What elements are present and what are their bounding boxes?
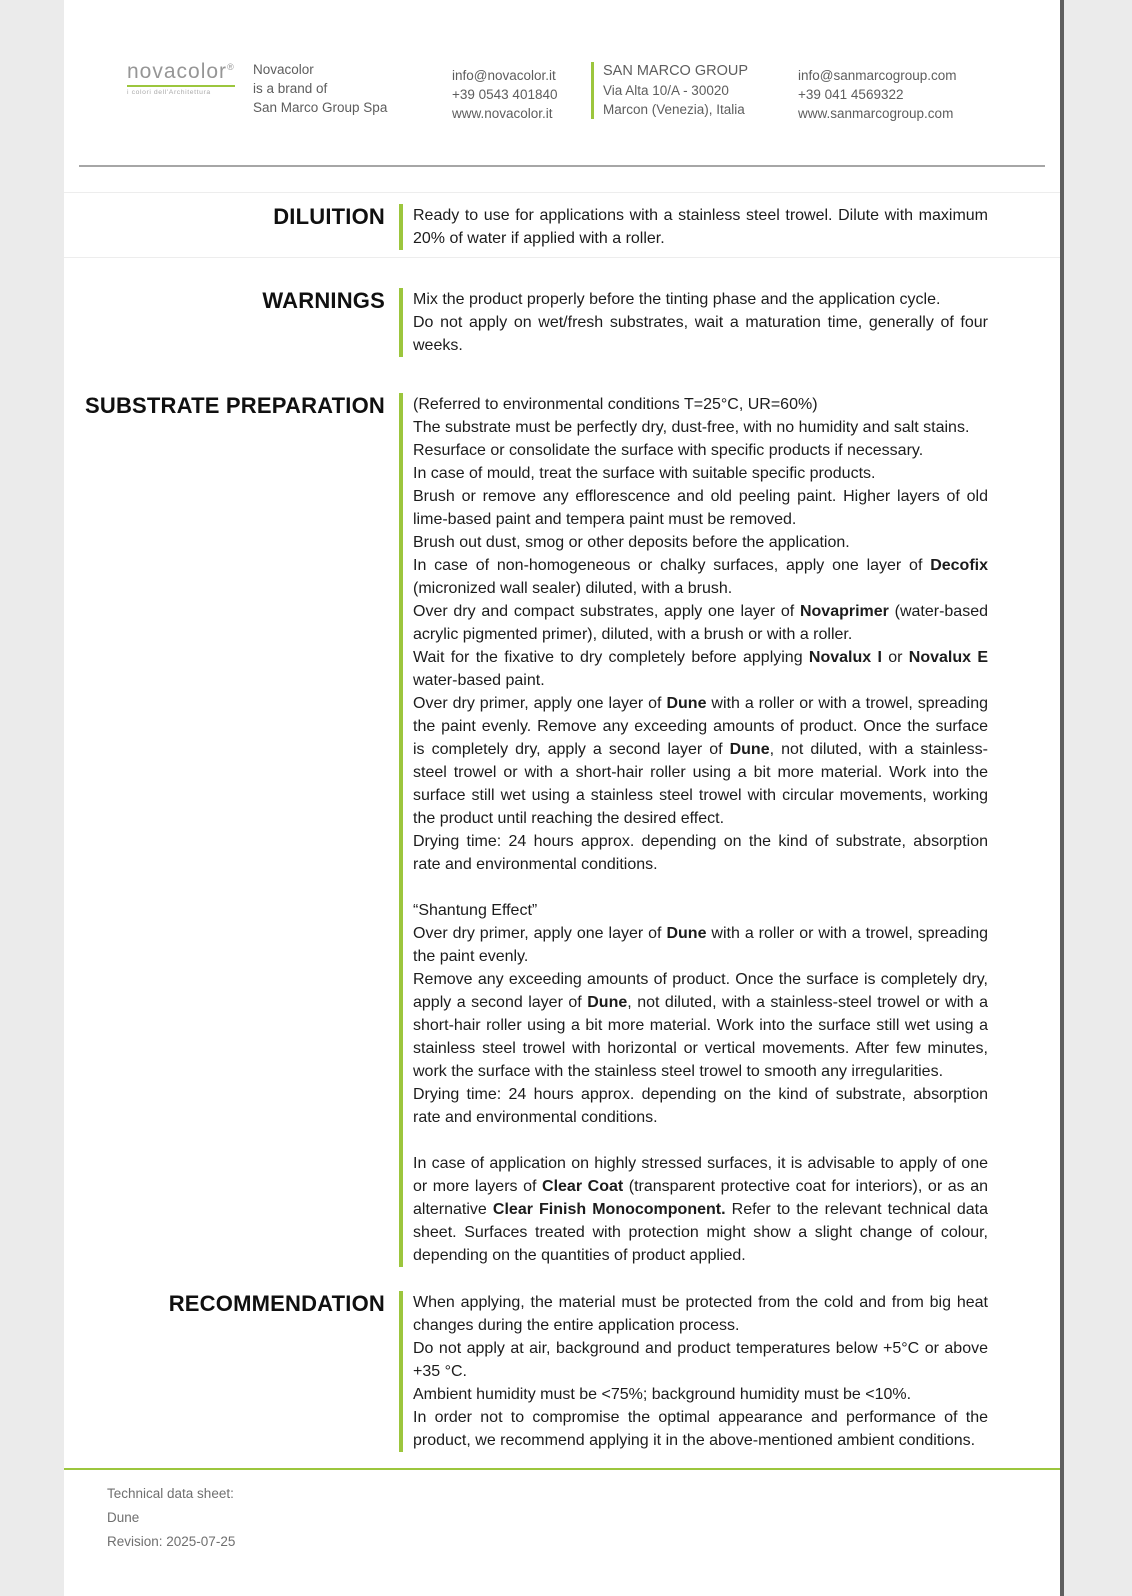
product-name-bold: Novaprimer <box>799 603 889 620</box>
product-name-bold: Novalux I <box>808 649 882 666</box>
sections <box>64 192 1060 1452</box>
body-text: Brush out dust, smog or other deposits before the application. <box>413 534 850 551</box>
body-paragraph <box>413 416 988 439</box>
body-text: Do not apply at air, background and product temperatures below +5°C or above +35 °C. <box>413 1340 988 1380</box>
body-text: Ambient humidity must be <75%; background humidity must be <10%. <box>413 1386 912 1403</box>
body-paragraph <box>413 1083 988 1129</box>
sanmarco-name: SAN MARCO GROUP <box>603 63 749 79</box>
logo-wordmark: novacolor® <box>127 60 235 87</box>
section-title: RECOMMENDATION <box>168 1291 385 1316</box>
header-divider <box>79 165 1045 167</box>
section-title: SUBSTRATE PREPARATION <box>85 393 385 418</box>
body-text: Over dry and compact substrates, apply one layer of <box>413 603 800 620</box>
product-name-bold: Dune <box>666 925 707 942</box>
section-title: DILUITION <box>273 204 385 229</box>
novacolor-contact <box>452 66 557 123</box>
body-text: When applying, the material must be protected from the cold and from big heat changes during the entire application process. <box>413 1294 988 1334</box>
body-text: In case of non-homogeneous or chalky surfaces, apply one layer of <box>413 557 931 574</box>
sanmarco-street: Via Alta 10/A - 30020 <box>603 83 729 98</box>
body-paragraph <box>413 393 988 416</box>
page-header <box>64 0 1060 167</box>
body-text: In order not to compromise the optimal appearance and performance of the product, we recommend applying it in the above-mentioned ambient conditions. <box>413 1409 988 1449</box>
section-diluition <box>64 192 1060 258</box>
footer-label: Technical data sheet: <box>107 1486 234 1501</box>
body-text: In case of application on highly stressed surfaces, it is advisable to apply of one or more layers of <box>413 1155 988 1195</box>
document-page <box>64 0 1064 1596</box>
section-body <box>399 288 1060 357</box>
body-text: Mix the product properly before the tinting phase and the application cycle. <box>413 291 941 308</box>
body-text: Wait for the fixative to dry completely before applying <box>413 649 809 666</box>
body-paragraph <box>413 311 988 357</box>
body-text: The substrate must be perfectly dry, dust-free, with no humidity and salt stains. <box>413 419 970 436</box>
section-substrate-preparation <box>64 393 1060 1267</box>
sanmarco-website[interactable]: www.sanmarcogroup.com <box>798 106 954 121</box>
paragraph-spacer <box>413 1129 988 1152</box>
brand-attribution <box>253 60 387 117</box>
section-recommendation <box>64 1291 1060 1452</box>
body-text: In case of mould, treat the surface with suitable specific products. <box>413 465 876 482</box>
product-name-bold: Dune <box>729 741 770 758</box>
body-text: Brush or remove any efflorescence and old peeling paint. Higher layers of old lime-based paint and tempera paint must be removed. <box>413 488 988 528</box>
sanmarco-phone: +39 041 4569322 <box>798 87 904 102</box>
body-text: with a roller or with a trowel, spreading the paint evenly. Remove any exceeding amounts of product. Once the surface is completely dry, apply a second layer of <box>413 695 989 758</box>
body-text: , not diluted, with a stainless-steel trowel or with a short-hair roller using a bit more material. Work into the surface still wet using a stainless steel trowel with horizontal or vertical movements. After few minutes, work the surface with the stainless steel trowel to smooth any irregularities. <box>413 994 988 1080</box>
body-paragraph <box>413 1291 988 1337</box>
body-text: (micronized wall sealer) diluted, with a brush. <box>413 580 733 597</box>
body-text: (Referred to environmental conditions T=25°C, UR=60%) <box>413 396 818 413</box>
product-name-bold: Dune <box>666 695 707 712</box>
body-paragraph <box>413 288 988 311</box>
novacolor-logo <box>127 60 235 96</box>
body-paragraph <box>413 968 988 1083</box>
body-text: “Shantung Effect” <box>413 902 538 919</box>
body-text: with a roller or with a trowel, spreading the paint evenly. <box>413 925 989 965</box>
product-name-bold: Novalux E <box>908 649 989 666</box>
section-body <box>399 393 1060 1267</box>
page-footer <box>64 1470 1060 1554</box>
body-paragraph <box>413 1152 988 1267</box>
product-name-bold: Clear Coat <box>542 1178 624 1195</box>
body-text: water-based paint. <box>413 672 545 689</box>
sanmarco-email[interactable]: info@sanmarcogroup.com <box>798 68 957 83</box>
body-text: (water-based acrylic pigmented primer), diluted, with a brush or with a roller. <box>413 603 989 643</box>
brand-line: is a brand of <box>253 81 328 96</box>
body-text: Remove any exceeding amounts of product. Once the surface is completely dry, apply a second layer of <box>413 971 988 1011</box>
body-text: Over dry primer, apply one layer of <box>413 925 667 942</box>
body-paragraph <box>413 204 988 250</box>
body-text: Over dry primer, apply one layer of <box>413 695 667 712</box>
section-body <box>399 204 1060 250</box>
sanmarco-address <box>591 62 748 119</box>
body-text: Ready to use for applications with a stainless steel trowel. Dilute with maximum 20% of water if applied with a roller. <box>413 207 988 247</box>
body-text: Resurface or consolidate the surface with specific products if necessary. <box>413 442 924 459</box>
logo-tagline: i colori dell'Architettura <box>127 89 211 96</box>
body-text: Refer to the relevant technical data sheet. Surfaces treated with protection might show a slight change of colour, depending on the quantities of product applied. <box>413 1201 989 1264</box>
body-paragraph <box>413 485 988 531</box>
product-name-bold: Decofix <box>930 557 988 574</box>
body-paragraph <box>413 554 988 600</box>
brand-line: San Marco Group Spa <box>253 100 388 115</box>
body-paragraph <box>413 439 988 462</box>
section-title: WARNINGS <box>262 288 385 313</box>
body-paragraph <box>413 646 988 692</box>
body-text: , not diluted, with a stainless-steel trowel or with a short-hair roller using a bit more material. Work into the surface still wet using a stainless steel trowel with circular movements, working the product until reaching the desired effect. <box>413 741 988 827</box>
body-text: or <box>881 649 909 666</box>
section-warnings <box>64 288 1060 357</box>
footer-product-name: Dune <box>107 1510 140 1525</box>
novacolor-website[interactable]: www.novacolor.it <box>452 106 553 121</box>
body-paragraph <box>413 922 988 968</box>
body-paragraph <box>413 531 988 554</box>
body-paragraph <box>413 692 988 830</box>
sanmarco-contact <box>798 66 957 123</box>
brand-line: Novacolor <box>253 62 314 77</box>
product-name-bold: Clear Finish Monocomponent. <box>492 1201 726 1218</box>
body-text: (transparent protective coat for interiors), or as an alternative <box>413 1178 989 1218</box>
body-text: Drying time: 24 hours approx. depending on the kind of substrate, absorption rate and environmental conditions. <box>413 833 988 873</box>
body-paragraph <box>413 1383 988 1406</box>
body-paragraph <box>413 1406 988 1452</box>
sanmarco-city: Marcon (Venezia), Italia <box>603 102 745 117</box>
novacolor-email[interactable]: info@novacolor.it <box>452 68 556 83</box>
body-paragraph <box>413 462 988 485</box>
body-paragraph <box>413 899 988 922</box>
body-text: Do not apply on wet/fresh substrates, wait a maturation time, generally of four weeks. <box>413 314 988 354</box>
novacolor-phone: +39 0543 401840 <box>452 87 558 102</box>
body-paragraph <box>413 1337 988 1383</box>
paragraph-spacer <box>413 876 988 899</box>
footer-revision: Revision: 2025-07-25 <box>107 1534 236 1549</box>
registered-mark-icon: ® <box>227 62 235 72</box>
body-text: Drying time: 24 hours approx. depending on the kind of substrate, absorption rate and environmental conditions. <box>413 1086 988 1126</box>
section-body <box>399 1291 1060 1452</box>
body-paragraph <box>413 830 988 876</box>
body-paragraph <box>413 600 988 646</box>
product-name-bold: Dune <box>587 994 628 1011</box>
